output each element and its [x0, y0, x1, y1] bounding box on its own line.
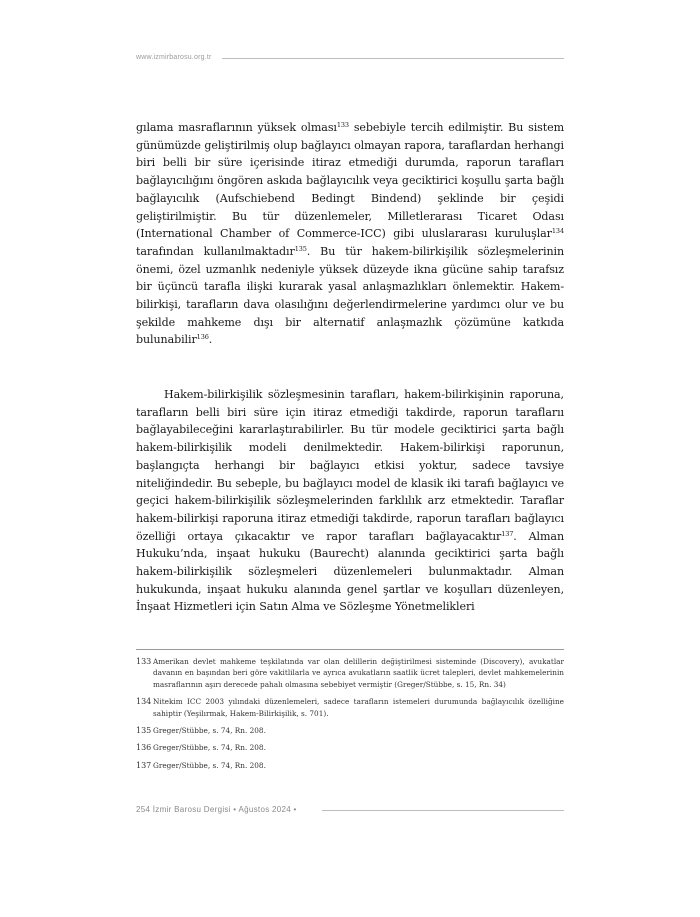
body-paragraph-2 — [136, 386, 564, 616]
footnote-text: Amerikan devlet mahkeme teşkilatında var olan delillerin değiştirilmesi sisteminde (Discovery), avukatlar davanın en başından beri göre vakitlilarla ve ayrıca avukatların saatlik ücret talepleri, devlet mahkemelerinin masraflarının aşırı derecede pahalı olmasına sebebiyet vermiştir (Greger/Stübbe, s. 15, Rn. 34) — [153, 657, 564, 689]
footnote-ref[interactable]: 134 — [551, 227, 564, 236]
footnotes — [136, 656, 564, 777]
body-paragraph-1 — [136, 119, 564, 349]
footnote-ref[interactable]: 137 — [501, 529, 514, 538]
footer-rule — [322, 810, 564, 811]
footnote-number: 133 — [136, 657, 152, 666]
text-segment: tarafından kullanılmaktadır — [136, 244, 295, 258]
footnote-number: 137 — [136, 760, 152, 770]
footnote-number: 135 — [136, 726, 152, 736]
header-url: www.izmirbarosu.org.tr — [136, 54, 212, 61]
footnote-text: Nitekim ICC 2003 yılındaki düzenlemeleri, sadece tarafların istemeleri durumunda bağlayıcılık özelliğine sahiptir (Yeşilırmak, Hakem-Bilirkişilik, s. 701). — [153, 697, 564, 718]
footnote-ref[interactable]: 133 — [336, 121, 349, 129]
footnote-number: 134 — [136, 697, 152, 707]
text-segment: . Alman Hukuku’nda, inşaat hukuku (Baurecht) alanında geciktirici şarta bağlı hakem-bilirkişilik sözleşmeleri düzenlemeleri bulunmaktadır. Alman hukukunda, inşaat hukuku alanında genel şartlar ve koşulları düzenleyen, İnşaat Hizmetleri için Satın Alma ve Sözleşme Yönetmelikleri — [136, 529, 564, 614]
footnote-ref[interactable]: 135 — [294, 244, 307, 253]
text-segment: gılama masraflarının yüksek olması — [136, 121, 337, 134]
text-segment: . Bu tür hakem-bilirkişilik sözleşmelerinin önemi, özel uzmanlık nedeniyle yüksek düzeyde ikna gücüne sahip tarafsız bir üçüncü tarafla ilişki kurarak yasal anlaşmazlıkları önlemektir. Hakem-bilirkişi, tarafların dava olasılığını değerlendirmelerine yardımcı olur ve bu şekilde mahkeme dışı bir alternatif anlaşmazlık çözümüne katkıda bulunabilir — [136, 244, 564, 347]
footnote-item — [136, 725, 564, 736]
footnote-rule — [136, 649, 564, 650]
text-segment: Hakem-bilirkişilik sözleşmesinin tarafları, hakem-bilirkişinin raporuna, tarafların belli biri süre için itiraz etmediği takdirde, raporun taraflarıı bağlayabileceğini kararlaştırabilirler. Bu tür modele geciktirici şarta bağlı hakem-bilirkişilik modeli denilmektedir. Hakem-bilirkişi raporunun, başlangıçta herhangi bir bağlayıcı etkisi yoktur, sadece tavsiye niteliğindedir. Bu sebeple, bu bağlayıcı model de klasik iki tarafı bağlayıcı ve geçici hakem-bilirkişilik sözleşmelerinden farklılık arz etmektedir. Taraflar hakem-bilirkişi raporuna itiraz etmediği takdirde, raporun tarafları bağlayıcı özelliği ortaya çıkacaktır ve rapor tarafları bağlayacaktır — [136, 388, 564, 543]
footnote-text: Greger/Stübbe, s. 74, Rn. 208. — [153, 743, 266, 753]
text-segment: sebebiyle tercih edilmiştir. Bu sistem günümüzde geliştirilmiş olup bağlayıcı olmayan rapora, taraflardan herhangi biri belli bir süre içerisinde itiraz etmediği durumda, raporun tarafları bağlayıcılığını öngören askıda bağlayıcılık veya geciktirici koşullu şarta bağlı bağlayıcılık (Aufschiebend Bedingt Bindend) şeklinde bir çeşidi geliştirilmiştir. Bu tür düzenlemeler, Milletlerarası Ticaret Odası (International Chamber of Commerce-ICC) gibi uluslararası kuruluşlar — [136, 121, 564, 241]
text-segment: . — [208, 333, 213, 347]
footnote-text: Greger/Stübbe, s. 74, Rn. 208. — [153, 726, 266, 736]
footnote-item — [136, 696, 564, 719]
footnote-item — [136, 760, 564, 771]
footnote-number: 136 — [136, 743, 152, 753]
footnote-item — [136, 742, 564, 753]
footnote-ref[interactable]: 136 — [196, 333, 209, 342]
footnote-item — [136, 656, 564, 690]
header-rule — [222, 58, 564, 59]
page-footer: 254 İzmir Barosu Dergisi • Ağustos 2024 • — [136, 805, 297, 814]
footnote-text: Greger/Stübbe, s. 74, Rn. 208. — [153, 760, 266, 770]
